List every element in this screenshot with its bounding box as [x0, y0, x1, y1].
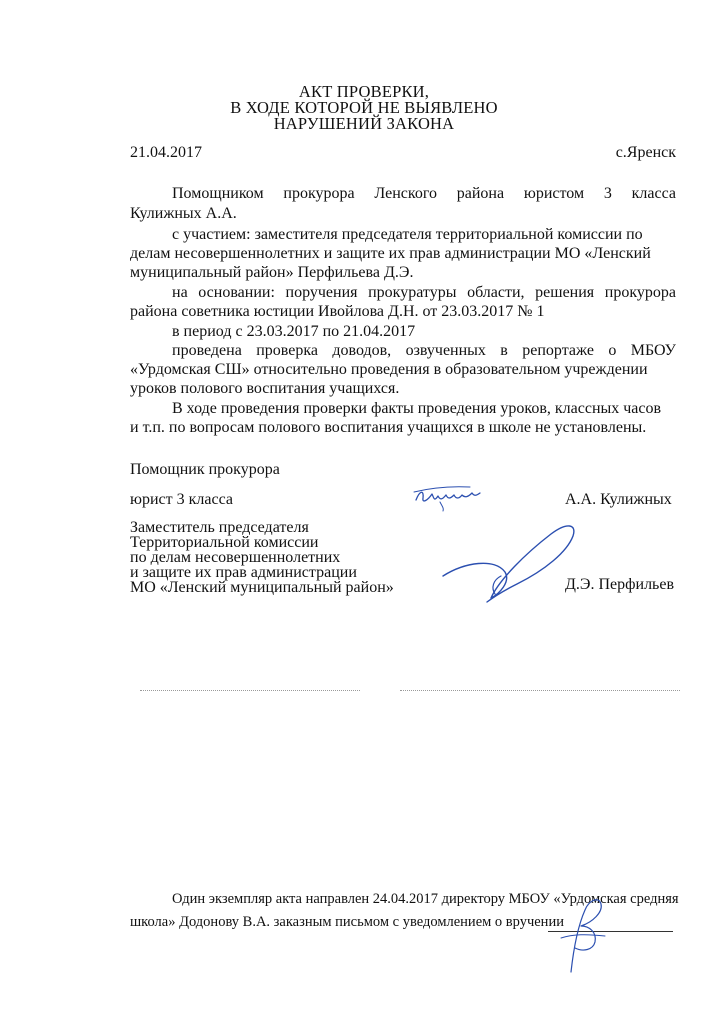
doc-title-line-2: В ХОДЕ КОТОРОЙ НЕ ВЫЯВЛЕНО [230, 98, 498, 117]
doc-title-line-1: АКТ ПРОВЕРКИ, [298, 82, 430, 101]
footer-note-line1: Один экземпляр акта направлен 24.04.2017 директору МБОУ «Урдомская средняя [172, 891, 679, 907]
scan-artifact-line [140, 690, 360, 691]
body-p3-line2: района советника юстиции Ивойлова Д.Н. от 23.03.2017 № 1 [130, 303, 545, 320]
body-p5-line3: уроков полового воспитания учащихся. [130, 380, 400, 397]
footer-signature-icon [555, 888, 615, 978]
body-p6-line2: и т.п. по вопросам полового воспитания учащихся в школе не установлены. [130, 419, 647, 436]
body-p1-line2: Кулижных А.А. [130, 205, 237, 222]
body-p4-line1: в период с 23.03.2017 по 21.04.2017 [172, 323, 416, 340]
doc-date: 21.04.2017 [130, 144, 202, 161]
signature-kulizhnykh-icon [410, 478, 500, 514]
signature-perfilyev-icon [425, 510, 585, 610]
body-p2-line2: делам несовершеннолетних и защите их прав администрации МО «Ленский [130, 245, 651, 262]
body-p3-line1: на основании: поручения прокуратуры области, решения прокурора [172, 284, 676, 301]
body-p1-line1: Помощником прокурора Ленского района юристом 3 класса [172, 185, 676, 202]
sig2-role-line5: МО «Ленский муниципальный район» [130, 579, 394, 596]
body-p5-line2: «Урдомская СШ» относительно проведения в образовательном учреждении [130, 361, 648, 378]
body-p6-line1: В ходе проведения проверки факты проведения уроков, классных часов [172, 400, 662, 417]
body-p2-line3: муниципальный район» Перфильева Д.Э. [130, 264, 414, 281]
sig2-name: Д.Э. Перфильев [565, 576, 674, 593]
sig1-role-line1: Помощник прокурора [130, 461, 280, 478]
body-p2-line1: с участием: заместителя председателя территориальной комиссии по [172, 226, 643, 243]
doc-title-line-3: НАРУШЕНИЙ ЗАКОНА [273, 114, 455, 133]
sig1-name: А.А. Кулижных [565, 491, 672, 508]
footer-note-line2: школа» Додонову В.А. заказным письмом с уведомлением о вручении [130, 914, 564, 930]
scan-artifact-line [400, 690, 680, 691]
doc-place: с.Яренск [615, 144, 676, 161]
body-p5-line1: проведена проверка доводов, озвученных в репортаже о МБОУ [172, 342, 676, 359]
sig1-role-line2: юрист 3 класса [130, 491, 233, 508]
sig2-role-line1: Заместитель председателя [130, 519, 309, 536]
sig2-role-line3: по делам несовершеннолетних [130, 549, 341, 566]
sig2-role-line2: Территориальной комиссии [130, 534, 319, 551]
sig2-role-line4: и защите их прав администрации [130, 564, 357, 581]
